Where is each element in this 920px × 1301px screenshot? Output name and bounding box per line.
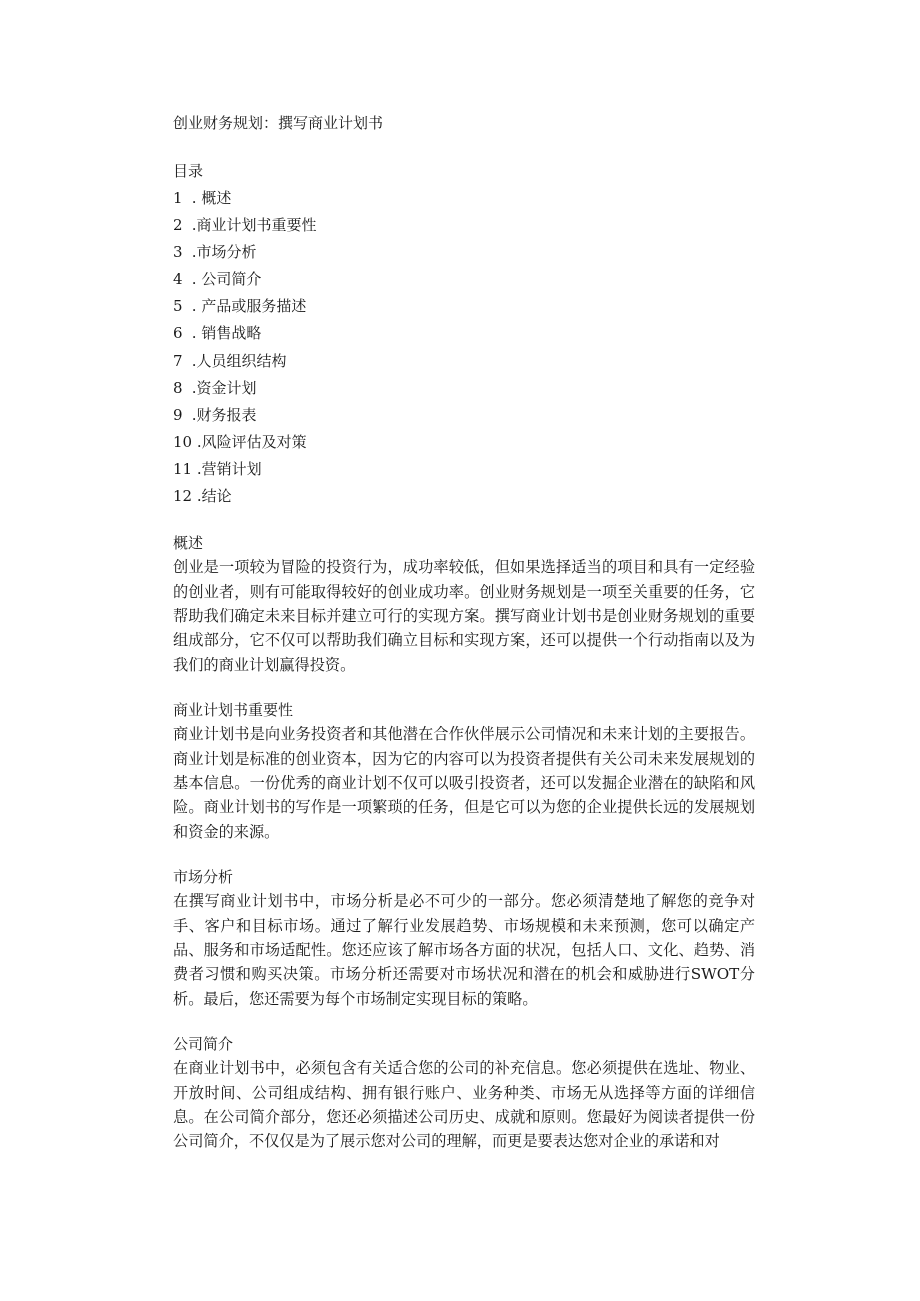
toc-item <box>173 348 755 375</box>
section-business-plan-importance <box>173 698 755 844</box>
section-overview <box>173 531 755 677</box>
toc-item <box>173 375 755 402</box>
toc-item-number: 4 <box>173 270 183 289</box>
toc-item <box>173 483 755 510</box>
toc-item-label: .资金计划 <box>191 378 257 397</box>
document-title: 创业财务规划：撰写商业计划书 <box>173 114 384 132</box>
toc-item-label: . 产品或服务描述 <box>191 297 307 316</box>
section-body: 在撰写商业计划书中，市场分析是必不可少的一部分。您必须清楚地了解您的竞争对手、客户和目标市场。通过了解行业发展趋势、市场规模和未来预测，您可以确定产品、服务和市场适配性。您还应该了解市场各方面的状况，包括人口、文化、趋势、消费者习惯和购买决策。市场分析还需要对市场状况和潜在的机会和威胁进行SWOT分析。最后，您还需要为每个市场制定实现目标的策略。 <box>173 892 755 1008</box>
toc-item <box>173 239 755 266</box>
toc-item <box>173 456 755 483</box>
toc-item-number: 10 <box>173 432 193 451</box>
section-heading: 公司简介 <box>173 1035 234 1054</box>
toc-item-number: 3 <box>173 243 183 262</box>
toc-item-label: .财务报表 <box>191 405 257 424</box>
toc-item-number: 5 <box>173 297 183 316</box>
table-of-contents <box>173 158 755 510</box>
toc-item <box>173 212 755 239</box>
section-heading: 商业计划书重要性 <box>173 701 294 720</box>
section-body: 商业计划书是向业务投资者和其他潜在合作伙伴展示公司情况和未来计划的主要报告。商业计划是标准的创业资本，因为它的内容可以为投资者提供有关公司未来发展规划的基本信息。一份优秀的商业计划不仅可以吸引投资者，还可以发掘企业潜在的缺陷和风险。商业计划书的写作是一项繁琐的任务，但是它可以为您的企业提供长远的发展规划和资金的来源。 <box>173 725 755 841</box>
toc-item-number: 8 <box>173 378 183 397</box>
toc-item-label: .结论 <box>196 487 232 506</box>
toc-item <box>173 266 755 293</box>
toc-item-number: 9 <box>173 405 183 424</box>
toc-item-label: .市场分析 <box>191 243 257 262</box>
toc-item <box>173 429 755 456</box>
section-body: 在商业计划书中，必须包含有关适合您的公司的补充信息。您必须提供在选址、物业、开放时间、公司组成结构、拥有银行账户、业务种类、市场无从选择等方面的详细信息。在公司简介部分，您还必须描述公司历史、成就和原则。您最好为阅读者提供一份公司简介，不仅仅是为了展示您对公司的理解，而更是要表达您对企业的承诺和对 <box>173 1059 755 1151</box>
toc-item-label: .营销计划 <box>196 459 262 478</box>
section-heading: 市场分析 <box>173 868 234 887</box>
toc-item-number: 2 <box>173 216 183 235</box>
section-company-profile <box>173 1032 755 1154</box>
toc-item-number: 1 <box>173 189 183 207</box>
toc-item-label: . 销售战略 <box>191 324 262 343</box>
toc-item-label: . 概述 <box>191 189 232 207</box>
toc-item <box>173 402 755 429</box>
toc-item-label: .人员组织结构 <box>191 351 287 370</box>
toc-item-number: 6 <box>173 324 183 343</box>
toc-item-label: . 公司简介 <box>191 270 262 289</box>
section-heading: 概述 <box>173 534 204 553</box>
toc-item-number: 12 <box>173 487 193 506</box>
section-body: 创业是一项较为冒险的投资行为，成功率较低，但如果选择适当的项目和具有一定经验的创业者，则有可能取得较好的创业成功率。创业财务规划是一项至关重要的任务，它帮助我们确定未来目标并建立可行的实现方案。撰写商业计划书是创业财务规划的重要组成部分，它不仅可以帮助我们确立目标和实现方案，还可以提供一个行动指南以及为我们的商业计划赢得投资。 <box>173 558 755 674</box>
toc-item <box>173 185 755 212</box>
toc-item-label: .商业计划书重要性 <box>191 216 317 235</box>
document-page <box>173 110 755 1154</box>
toc-item-label: .风险评估及对策 <box>196 432 307 451</box>
toc-heading: 目录 <box>173 162 204 180</box>
toc-item <box>173 320 755 347</box>
toc-item-number: 7 <box>173 351 183 370</box>
toc-item <box>173 293 755 320</box>
toc-item-number: 11 <box>173 459 193 478</box>
section-market-analysis <box>173 865 755 1011</box>
